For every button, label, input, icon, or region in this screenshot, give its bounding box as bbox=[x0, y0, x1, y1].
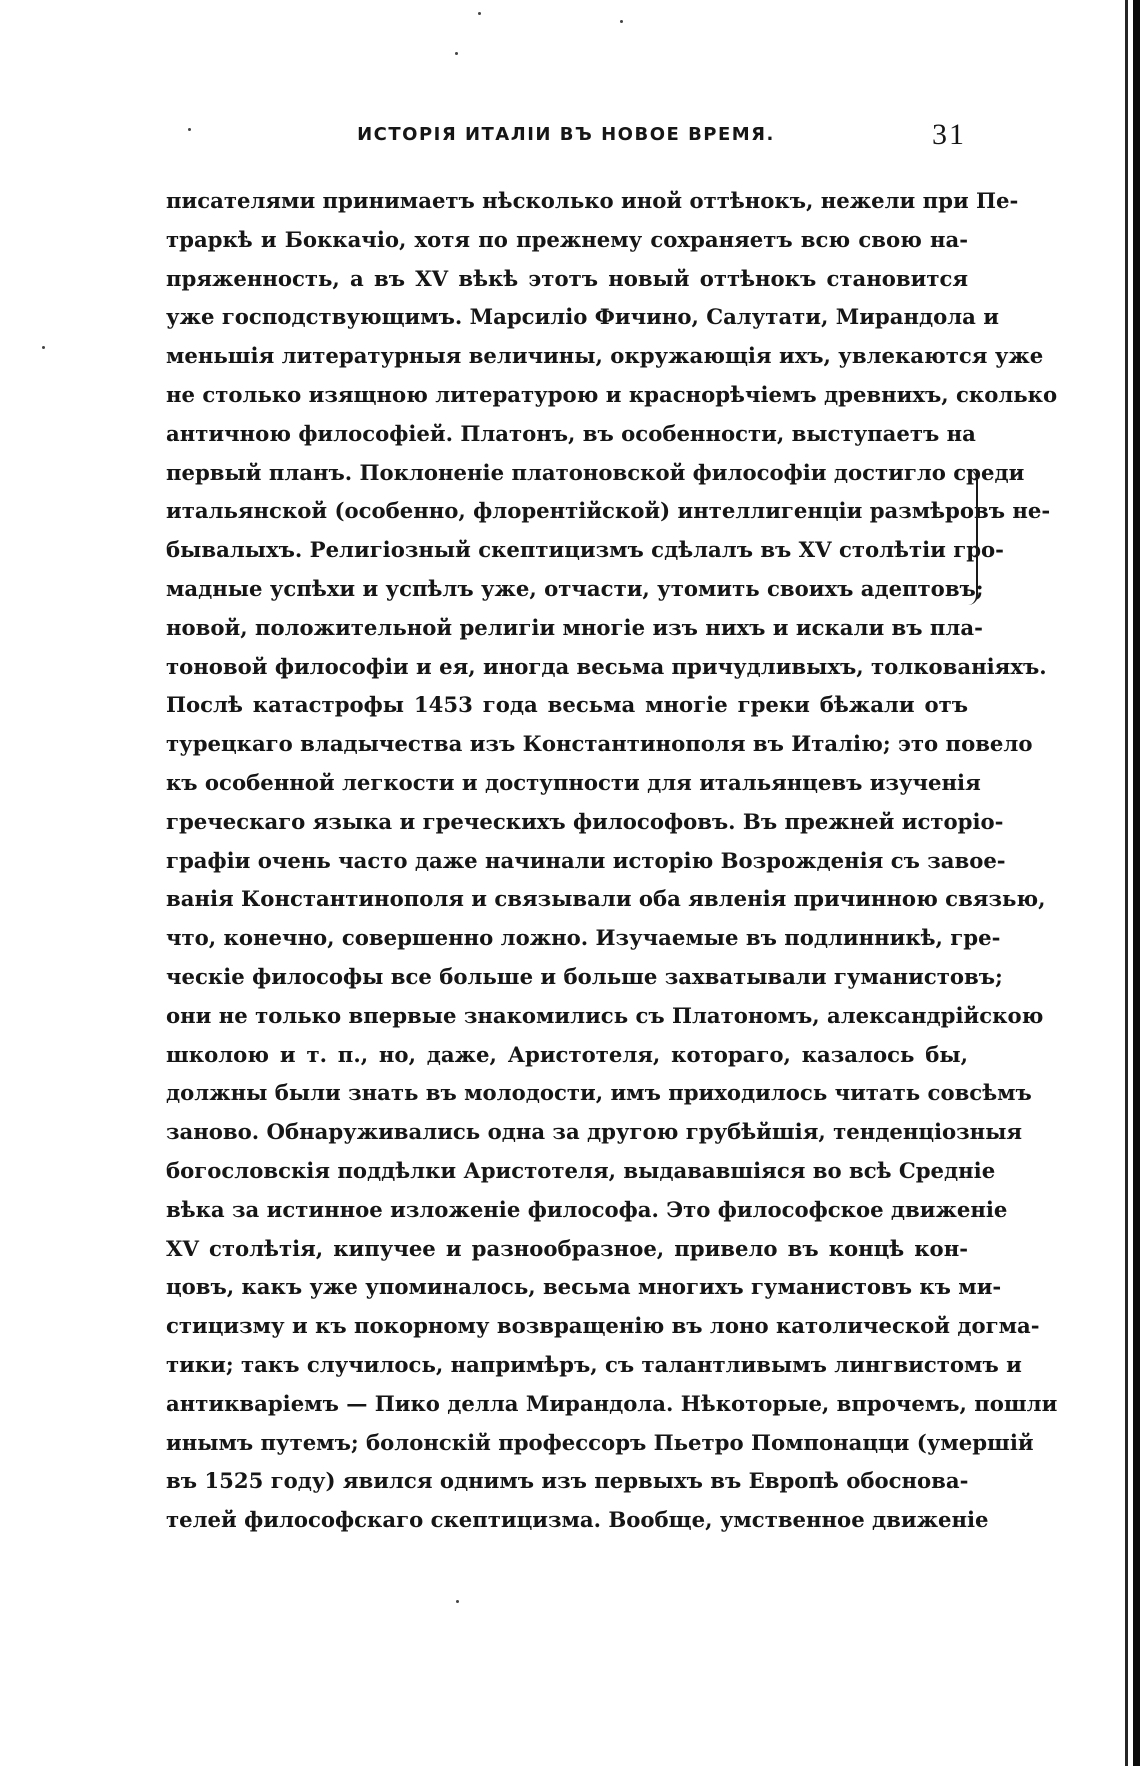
text-line: пряженность, а въ XV вѣкѣ этотъ новый оттѣнокъ становится bbox=[166, 265, 968, 291]
text-line: уже господствующимъ. Марсиліо Фичино, Салутати, Мирандола и bbox=[166, 304, 999, 330]
text-line: должны были знать въ молодости, имъ приходилось читать совсѣмъ bbox=[166, 1080, 1032, 1106]
text-line: заново. Обнаруживались одна за другою грубѣйшія, тенденціозныя bbox=[166, 1119, 1023, 1145]
text-line: цовъ, какъ уже упоминалось, весьма многихъ гуманистовъ къ ми- bbox=[166, 1274, 1002, 1300]
binding-edge bbox=[1133, 0, 1140, 1766]
text-line: ческіе философы все больше и больше захватывали гуманистовъ; bbox=[166, 963, 1003, 989]
text-line: Послѣ катастрофы 1453 года весьма многіе греки бѣжали отъ bbox=[166, 692, 968, 718]
text-line: итальянской (особенно, флорентійской) интеллигенціи размѣровъ не- bbox=[166, 498, 1051, 524]
running-title: ИСТОРІЯ ИТАЛІИ ВЪ НОВОЕ ВРЕМЯ. bbox=[357, 124, 775, 145]
text-line: они не только впервые знакомились съ Платономъ, александрійскою bbox=[166, 1002, 1044, 1028]
page-number: 31 bbox=[932, 118, 966, 151]
ink-speck bbox=[620, 20, 623, 23]
text-line: въ 1525 году) явился однимъ изъ первыхъ въ Европѣ обоснова- bbox=[166, 1468, 969, 1494]
text-line: богословскія поддѣлки Аристотеля, выдававшіяся во всѣ Средніе bbox=[166, 1157, 996, 1183]
text-line: меньшія литературныя величины, окружающія ихъ, увлекаются уже bbox=[166, 343, 1044, 369]
text-line: антикваріемъ — Пико делла Мирандола. Нѣкоторые, впрочемъ, пошли bbox=[166, 1390, 1058, 1416]
text-line: траркѣ и Боккачіо, хотя по прежнему сохраняетъ всю свою на- bbox=[166, 226, 968, 252]
ink-speck bbox=[42, 346, 45, 349]
text-line: греческаго языка и греческихъ философовъ. Въ прежней исторіо- bbox=[166, 808, 1004, 834]
text-line: первый планъ. Поклоненіе платоновской философіи достигло среди bbox=[166, 459, 1025, 485]
text-line: ванія Константинополя и связывали оба явленія причинною связью, bbox=[166, 886, 1046, 912]
binding-shadow bbox=[1125, 0, 1128, 1766]
text-line: школою и т. п., но, даже, Аристотеля, котораго, казалось бы, bbox=[166, 1041, 968, 1067]
text-line: инымъ путемъ; болонскій профессоръ Пьетро Помпонацци (умершій bbox=[166, 1429, 1034, 1455]
text-line: стицизму и къ покорному возвращенію въ лоно католической догма- bbox=[166, 1313, 1040, 1339]
text-line: телей философскаго скептицизма. Вообще, умственное движеніе bbox=[166, 1507, 989, 1533]
text-line: бывалыхъ. Религіозный скептицизмъ сдѣлалъ въ XV столѣтіи гро- bbox=[166, 537, 1004, 563]
text-line: не столько изящною литературою и краснорѣчіемъ древнихъ, сколько bbox=[166, 381, 1058, 407]
running-head bbox=[166, 118, 966, 158]
text-line: писателями принимаетъ нѣсколько иной оттѣнокъ, нежели при Пе- bbox=[166, 188, 1019, 213]
ink-speck bbox=[478, 12, 481, 15]
margin-bracket-mark bbox=[968, 470, 978, 605]
text-line: къ особенной легкости и доступности для итальянцевъ изученія bbox=[166, 769, 981, 795]
text-line: тики; такъ случилось, напримѣръ, съ талантливымъ лингвистомъ и bbox=[166, 1351, 1022, 1377]
text-line: новой, положительной религіи многіе изъ нихъ и искали въ пла- bbox=[166, 614, 983, 640]
text-line: античною философіей. Платонъ, въ особенности, выступаетъ на bbox=[166, 420, 976, 446]
ink-speck bbox=[456, 1600, 459, 1603]
text-line: тоновой философіи и ея, иногда весьма причудливыхъ, толкованіяхъ. bbox=[166, 653, 1047, 679]
ink-speck bbox=[455, 52, 458, 55]
text-line: мадные успѣхи и успѣлъ уже, отчасти, утомить своихъ адептовъ; bbox=[166, 575, 984, 601]
text-line: что, конечно, совершенно ложно. Изучаемые въ подлинникѣ, гре- bbox=[166, 925, 1001, 951]
text-line: турецкаго владычества изъ Константинополя въ Италію; это повело bbox=[166, 731, 1033, 757]
text-line: графіи очень часто даже начинали исторію Возрожденія съ завое- bbox=[166, 847, 1006, 873]
body-text bbox=[166, 182, 1058, 1540]
text-line: вѣка за истинное изложеніе философа. Это философское движеніе bbox=[166, 1196, 1008, 1222]
text-line: XV столѣтія, кипучее и разнообразное, привело въ концѣ кон- bbox=[166, 1235, 968, 1261]
